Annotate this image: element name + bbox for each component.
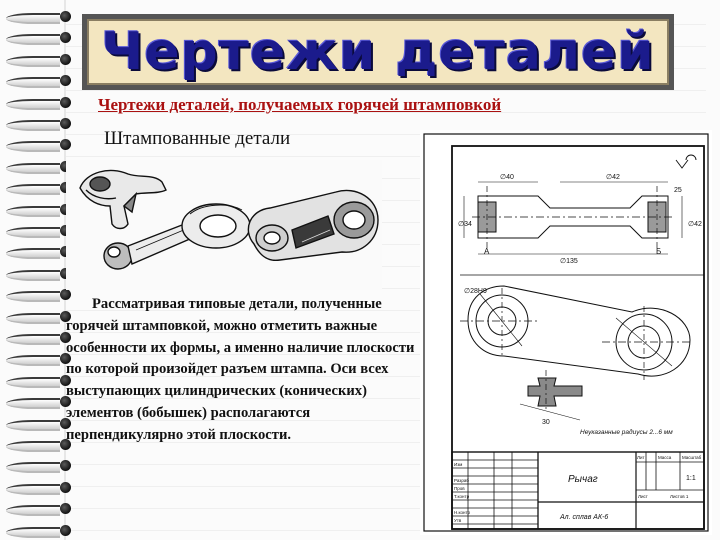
- tb-row-6: Утв: [454, 518, 462, 523]
- tb-row-3: Пров: [454, 486, 465, 491]
- spiral-ring: [6, 31, 72, 45]
- technical-drawing-sheet: [420, 130, 712, 535]
- spiral-ring: [6, 53, 72, 67]
- page-rule-line: [66, 90, 706, 91]
- tb-sheets: Листов 1: [670, 494, 689, 499]
- spiral-ring: [6, 117, 72, 131]
- ring-wire: [6, 484, 60, 495]
- ring-hole: [60, 525, 71, 536]
- ring-wire: [6, 56, 60, 67]
- ring-wire: [6, 34, 60, 45]
- page-title: Чертежи деталей: [101, 22, 655, 82]
- ring-wire: [6, 77, 60, 88]
- spiral-ring: [6, 310, 72, 324]
- tb-col-scale: Масштаб: [682, 455, 702, 460]
- body-paragraph: Рассматривая типовые детали, полученные горячей штамповкой, можно отметить важные особенности их формы, а именно наличие плоскости по которой произойдет разъем штампа. Оси всех выступающих цилиндрических (конических) элементов (бобышек) располагаются перпендикулярно этой плоскости.: [66, 296, 415, 443]
- spiral-ring: [6, 138, 72, 152]
- tb-scale: 1:1: [686, 475, 696, 482]
- tb-row-5: Н.контр: [454, 510, 471, 515]
- ring-wire: [6, 527, 60, 538]
- label-b: Б: [656, 247, 662, 256]
- ring-wire: [6, 163, 60, 174]
- ring-wire: [6, 206, 60, 217]
- ring-wire: [6, 184, 60, 195]
- spiral-ring: [6, 502, 72, 516]
- tb-row-4: Т.контр: [454, 494, 470, 499]
- spiral-ring: [6, 267, 72, 281]
- dim-top-left: ∅40: [500, 174, 514, 181]
- ring-wire: [6, 141, 60, 152]
- title-banner: [82, 14, 674, 90]
- tb-sheet: Лист: [638, 494, 648, 499]
- ring-wire: [6, 291, 60, 302]
- ring-hole: [60, 54, 71, 65]
- dim-top-right: ∅42: [606, 174, 620, 181]
- ring-wire: [6, 505, 60, 516]
- ring-wire: [6, 248, 60, 259]
- spiral-ring: [6, 203, 72, 217]
- spiral-ring: [6, 160, 72, 174]
- ring-hole: [60, 11, 71, 22]
- section-label: Штампованные детали: [104, 128, 291, 149]
- dim-plan: ∅28H9: [464, 288, 487, 295]
- dim-left-vertical: ∅34: [458, 221, 472, 228]
- spiral-ring: [6, 96, 72, 110]
- dim-section: 30: [542, 419, 550, 426]
- spiral-ring: [6, 352, 72, 366]
- spiral-ring: [6, 417, 72, 431]
- ring-wire: [6, 227, 60, 238]
- spiral-ring: [6, 245, 72, 259]
- dim-bottom: ∅135: [560, 258, 578, 265]
- tb-material: Ал. сплав АК-6: [560, 514, 609, 521]
- slide-subtitle: Чертежи деталей, получаемых горячей штамповкой: [98, 95, 502, 114]
- spiral-ring: [6, 224, 72, 238]
- tb-row-1: Изм: [454, 462, 463, 467]
- title-plate: [87, 19, 669, 85]
- tb-part-name: Рычаг: [568, 474, 598, 485]
- ring-wire: [6, 420, 60, 431]
- ring-hole: [60, 118, 71, 129]
- ring-wire: [6, 398, 60, 409]
- ring-hole: [60, 75, 71, 86]
- ring-hole: [60, 482, 71, 493]
- ring-wire: [6, 99, 60, 110]
- tb-col-mass: Масса: [658, 455, 672, 460]
- spiral-ring: [6, 10, 72, 24]
- spiral-ring: [6, 374, 72, 388]
- ring-wire: [6, 462, 60, 473]
- spiral-ring: [6, 438, 72, 452]
- ring-wire: [6, 355, 60, 366]
- label-a: А: [484, 247, 490, 256]
- ring-wire: [6, 377, 60, 388]
- spiral-ring: [6, 181, 72, 195]
- stamped-parts-illustration: [66, 160, 382, 290]
- ring-wire: [6, 441, 60, 452]
- ring-hole: [60, 503, 71, 514]
- ring-wire: [6, 313, 60, 324]
- spiral-ring: [6, 481, 72, 495]
- spiral-ring: [6, 524, 72, 538]
- ring-hole: [60, 139, 71, 150]
- spiral-ring: [6, 288, 72, 302]
- spiral-ring: [6, 74, 72, 88]
- ring-hole: [60, 460, 71, 471]
- ring-wire: [6, 120, 60, 131]
- spiral-ring: [6, 331, 72, 345]
- ring-hole: [60, 32, 71, 43]
- ring-wire: [6, 13, 60, 24]
- dim-side-right: 25: [674, 187, 682, 194]
- dim-right-vertical: ∅42: [688, 221, 702, 228]
- ring-hole: [60, 97, 71, 108]
- ring-wire: [6, 270, 60, 281]
- drawing-note: Неуказанные радиусы 2...6 мм: [580, 429, 673, 436]
- spiral-ring: [6, 459, 72, 473]
- ring-wire: [6, 334, 60, 345]
- spiral-ring: [6, 395, 72, 409]
- tb-row-2: Разраб: [454, 478, 469, 483]
- tb-col-lit: Лит: [637, 455, 645, 460]
